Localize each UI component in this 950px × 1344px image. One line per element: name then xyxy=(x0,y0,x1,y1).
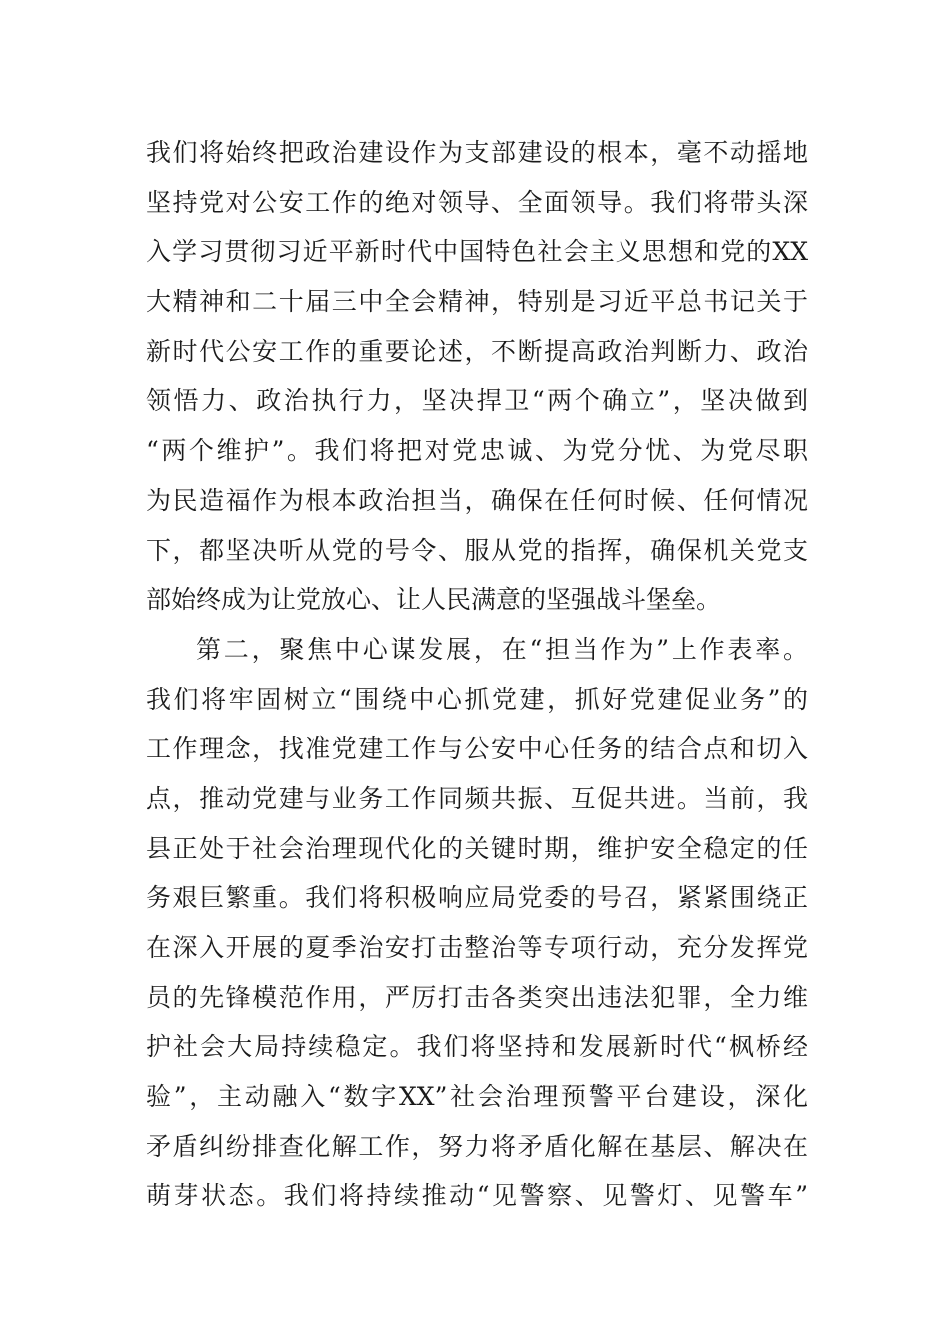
text-line: 矛盾纠纷排查化解工作，努力将矛盾化解在基层、解决在 xyxy=(146,1131,808,1161)
paragraph-end-line: 部始终成为让党放心、让人民满意的坚强战斗堡垒。 xyxy=(146,585,722,615)
text-line: 工作理念，找准党建工作与公安中心任务的结合点和切入 xyxy=(146,734,808,764)
text-line: 务艰巨繁重。我们将积极响应局党委的号召，紧紧围绕正 xyxy=(146,883,808,913)
text-line: 验”，主动融入“数字XX”社会治理预警平台建设，深化 xyxy=(146,1082,808,1112)
text-line: 下，都坚决听从党的号令、服从党的指挥，确保机关党支 xyxy=(146,535,808,565)
text-line: 护社会大局持续稳定。我们将坚持和发展新时代“枫桥经 xyxy=(146,1032,808,1062)
text-line: 萌芽状态。我们将持续推动“见警察、见警灯、见警车” xyxy=(146,1181,808,1211)
text-line: 点，推动党建与业务工作同频共振、互促共进。当前，我 xyxy=(146,783,808,813)
text-line: 大精神和二十届三中全会精神，特别是习近平总书记关于 xyxy=(146,287,808,317)
text-line: 领悟力、政治执行力，坚决捍卫“两个确立”，坚决做到 xyxy=(146,386,808,416)
text-line: 我们将始终把政治建设作为支部建设的根本，毫不动摇地 xyxy=(146,138,808,167)
text-line: “两个维护”。我们将把对党忠诚、为党分忧、为党尽职 xyxy=(146,436,808,466)
text-line: 在深入开展的夏季治安打击整治等专项行动，充分发挥党 xyxy=(146,933,808,962)
body-text xyxy=(146,128,808,1221)
text-line: 员的先锋模范作用，严厉打击各类突出违法犯罪，全力维 xyxy=(146,982,808,1012)
text-line: 新时代公安工作的重要论述，不断提高政治判断力、政治 xyxy=(146,336,808,366)
text-line: 县正处于社会治理现代化的关键时期，维护安全稳定的任 xyxy=(146,833,808,863)
text-line: 为民造福作为根本政治担当，确保在任何时候、任何情况 xyxy=(146,485,808,515)
text-line: 入学习贯彻习近平新时代中国特色社会主义思想和党的XX xyxy=(146,237,808,267)
text-line: 我们将牢固树立“围绕中心抓党建，抓好党建促业务”的 xyxy=(146,684,808,714)
text-line: 坚持党对公安工作的绝对领导、全面领导。我们将带头深 xyxy=(146,187,808,217)
section-heading-line: 第二，聚焦中心谋发展，在“担当作为”上作表率。 xyxy=(196,634,808,664)
